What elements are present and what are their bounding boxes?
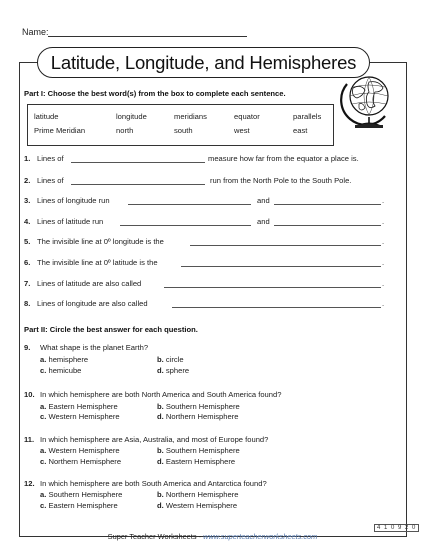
question-text: Lines of latitude run xyxy=(37,217,104,226)
question-end: . xyxy=(382,217,385,226)
question-number: 4. xyxy=(24,217,31,226)
option-text: Eastern Hemisphere xyxy=(165,457,236,466)
option-text: Eastern Hemisphere xyxy=(48,402,118,411)
answer-option[interactable] xyxy=(157,412,238,421)
question-end: . xyxy=(382,196,385,205)
option-text: Southern Hemisphere xyxy=(165,446,240,455)
question-number: 6. xyxy=(24,258,31,267)
question-text: measure how far from the equator a place is. xyxy=(208,154,359,163)
option-text: Southern Hemisphere xyxy=(165,402,240,411)
answer-blank[interactable] xyxy=(71,184,205,185)
globe-icon xyxy=(339,70,401,132)
question-number: 9. xyxy=(24,343,31,352)
question-text: run from the North Pole to the South Pole. xyxy=(210,176,352,185)
footer-brand: Super Teacher Worksheets xyxy=(107,532,197,541)
question-number: 1. xyxy=(24,154,31,163)
option-letter: a. xyxy=(40,355,47,364)
answer-option[interactable] xyxy=(157,446,240,455)
question-text: Lines of xyxy=(37,176,64,185)
question-text: The invisible line at 0º longitude is the xyxy=(37,237,164,246)
answer-blank[interactable] xyxy=(172,307,381,308)
word-bank-item: east xyxy=(293,126,308,135)
page-title: Latitude, Longitude, and Hemispheres xyxy=(50,51,357,73)
worksheet-code: 4 1 0 9 2 0 xyxy=(374,524,419,532)
answer-option[interactable] xyxy=(157,490,238,499)
part1-heading: Part I: Choose the best word(s) from the box to complete each sentence. xyxy=(24,89,286,98)
option-letter: d. xyxy=(157,457,164,466)
name-field[interactable] xyxy=(48,36,247,37)
question-text: Lines of longitude are also called xyxy=(37,299,148,308)
question-number: 5. xyxy=(24,237,31,246)
option-text: Southern Hemisphere xyxy=(48,490,123,499)
question-end: . xyxy=(382,258,385,267)
question-number: 8. xyxy=(24,299,31,308)
answer-option[interactable] xyxy=(157,457,235,466)
answer-blank[interactable] xyxy=(181,266,381,267)
footer xyxy=(0,532,425,541)
answer-option[interactable] xyxy=(157,355,184,364)
answer-option[interactable] xyxy=(40,501,118,510)
question-number: 2. xyxy=(24,176,31,185)
part2-heading: Part II: Circle the best answer for each question. xyxy=(24,325,198,334)
answer-blank[interactable] xyxy=(71,162,205,163)
question-stem: In which hemisphere are Asia, Australia, and most of Europe found? xyxy=(40,435,269,444)
word-bank-item: south xyxy=(174,126,193,135)
answer-option[interactable] xyxy=(40,412,120,421)
name-label: Name: xyxy=(22,27,49,37)
answer-option[interactable] xyxy=(40,457,121,466)
option-letter: b. xyxy=(157,490,164,499)
answer-option[interactable] xyxy=(40,490,122,499)
word-bank xyxy=(27,104,334,146)
answer-option[interactable] xyxy=(40,446,120,455)
question-end: . xyxy=(382,237,385,246)
option-text: sphere xyxy=(165,366,190,375)
answer-blank[interactable] xyxy=(190,245,381,246)
question-text: Lines of latitude are also called xyxy=(37,279,142,288)
question-text: and xyxy=(257,217,270,226)
question-text: Lines of longitude run xyxy=(37,196,110,205)
title-banner xyxy=(37,47,370,78)
answer-option[interactable] xyxy=(40,402,118,411)
question-end: . xyxy=(382,279,385,288)
option-text: circle xyxy=(165,355,184,364)
option-letter: a. xyxy=(40,446,47,455)
answer-option[interactable] xyxy=(40,355,88,364)
question-number: 10. xyxy=(24,390,35,399)
answer-option[interactable] xyxy=(157,366,189,375)
footer-link[interactable]: www.superteacherworksheets.com xyxy=(203,532,318,541)
option-letter: c. xyxy=(40,412,47,421)
answer-blank[interactable] xyxy=(274,204,381,205)
question-number: 12. xyxy=(24,479,35,488)
answer-option[interactable] xyxy=(157,501,237,510)
footer-separator: - xyxy=(196,532,204,541)
answer-option[interactable] xyxy=(40,366,81,375)
option-letter: d. xyxy=(157,501,164,510)
option-letter: c. xyxy=(40,457,47,466)
word-bank-item: west xyxy=(234,126,250,135)
option-letter: a. xyxy=(40,402,47,411)
question-number: 7. xyxy=(24,279,31,288)
option-letter: b. xyxy=(157,446,164,455)
option-text: hemicube xyxy=(48,366,82,375)
answer-blank[interactable] xyxy=(120,225,251,226)
question-end: . xyxy=(382,299,385,308)
option-text: Northern Hemisphere xyxy=(165,490,239,499)
question-text: and xyxy=(257,196,270,205)
option-letter: b. xyxy=(157,355,164,364)
option-text: Western Hemisphere xyxy=(48,412,120,421)
option-text: Northern Hemisphere xyxy=(48,457,122,466)
option-text: Western Hemisphere xyxy=(165,501,238,510)
word-bank-item: Prime Meridian xyxy=(34,126,86,135)
question-text: Lines of xyxy=(37,154,64,163)
question-stem: In which hemisphere are both South America and Antarctica found? xyxy=(40,479,267,488)
option-letter: d. xyxy=(157,366,164,375)
option-letter: b. xyxy=(157,402,164,411)
option-letter: c. xyxy=(40,366,47,375)
option-text: Eastern Hemisphere xyxy=(48,501,118,510)
option-letter: d. xyxy=(157,412,164,421)
option-text: Northern Hemisphere xyxy=(165,412,239,421)
question-number: 3. xyxy=(24,196,31,205)
answer-blank[interactable] xyxy=(274,225,381,226)
option-text: Western Hemisphere xyxy=(48,446,120,455)
answer-blank[interactable] xyxy=(128,204,251,205)
word-bank-item: north xyxy=(116,126,134,135)
question-stem: In which hemisphere are both North America and South America found? xyxy=(40,390,282,399)
word-bank-item: latitude xyxy=(34,112,59,121)
word-bank-item: longitude xyxy=(116,112,147,121)
question-stem: What shape is the planet Earth? xyxy=(40,343,149,352)
option-text: hemisphere xyxy=(48,355,89,364)
word-bank-item: parallels xyxy=(293,112,322,121)
answer-blank[interactable] xyxy=(164,287,381,288)
word-bank-item: equator xyxy=(234,112,260,121)
option-letter: c. xyxy=(40,501,47,510)
answer-option[interactable] xyxy=(157,402,240,411)
question-text: The invisible line at 0º latitude is the xyxy=(37,258,158,267)
question-number: 11. xyxy=(24,435,35,444)
option-letter: a. xyxy=(40,490,47,499)
word-bank-item: meridians xyxy=(174,112,207,121)
